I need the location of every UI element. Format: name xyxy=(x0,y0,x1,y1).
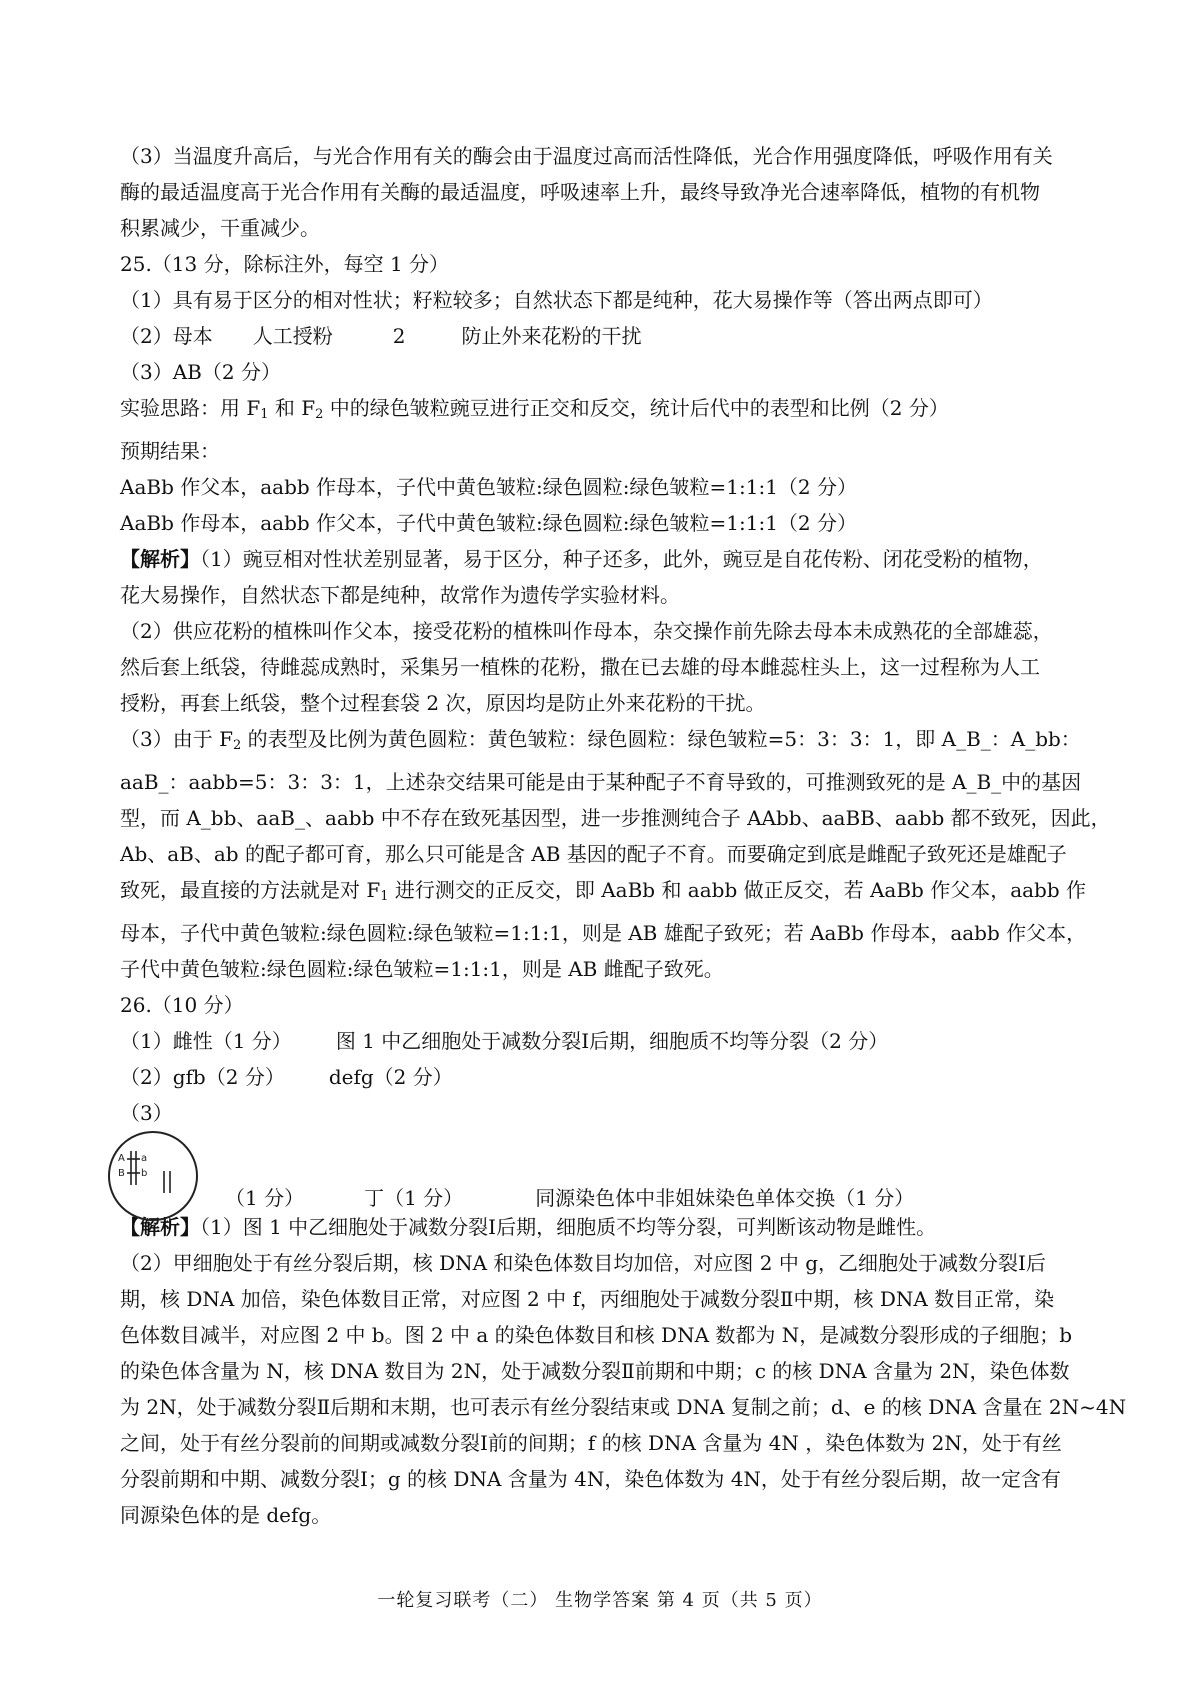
q25-explanation-2-line-1: （2）供应花粉的植株叫作父本，接受花粉的植株叫作母本，杂交操作前先除去母本未成熟花的全部雄蕊， xyxy=(120,619,1053,643)
q26-3-part-b: 丁（1 分） xyxy=(364,1186,464,1210)
q25-answer-3: （3）AB（2 分） xyxy=(120,360,281,384)
allele-label-a: a xyxy=(141,1153,148,1164)
allele-label-A: A xyxy=(118,1153,125,1164)
q25-explanation-1-line-1 xyxy=(120,541,1100,577)
q25-answer-2 xyxy=(120,318,1100,354)
chromosome-drawing xyxy=(110,1133,196,1219)
q25-explanation-1-line-2: 花大易操作，自然状态下都是纯种，故常作为遗传学实验材料。 xyxy=(120,583,680,607)
q25-header: 25.（13 分，除标注外，每空 1 分） xyxy=(120,252,450,276)
q26-1-part-a: （1）雌性（1 分） xyxy=(120,1029,292,1053)
q26-header: 26.（10 分） xyxy=(120,993,244,1017)
q26-explanation-2-line-5: 为 2N，处于减数分裂Ⅱ后期和末期，也可表示有丝分裂结束或 DNA 复制之前；d、e 的核 DNA 含量在 2N~4N xyxy=(120,1395,1127,1419)
q26-explanation-2-line-2: 期，核 DNA 加倍，染色体数目正常，对应图 2 中 f，丙细胞处于减数分裂Ⅱ中期，核 DNA 数目正常，染 xyxy=(120,1287,1055,1311)
allele-label-b: b xyxy=(141,1168,148,1179)
idea-text-mid: 和 F xyxy=(268,396,316,420)
q25-explanation-3-line-5 xyxy=(120,872,1100,915)
exp3-sub: 2 xyxy=(232,738,242,753)
q26-explanation-2-line-1: （2）甲细胞处于有丝分裂后期，核 DNA 和染色体数目均加倍，对应图 2 中 g，乙细胞处于减数分裂Ⅰ后 xyxy=(120,1251,1046,1275)
explanation-tag-26: 【解析】 xyxy=(120,1215,200,1239)
q25-result-1: AaBb 作父本，aabb 作母本，子代中黄色皱粒:绿色圆粒:绿色皱粒=1:1:1（2 分） xyxy=(120,475,858,499)
exp1-text: （1）豌豆相对性状差别显著，易于区分，种子还多，此外，豌豆是自花传粉、闭花受粉的植物， xyxy=(200,547,1043,571)
idea-sub-1: 1 xyxy=(260,407,269,422)
allele-label-B: B xyxy=(118,1168,125,1179)
q25-explanation-3-line-2: aaB_：aabb=5：3：3：1，上述杂交结果可能是由于某种配子不育导致的，可推测致死的是 A_B_中的基因 xyxy=(120,770,1082,794)
explanation-tag: 【解析】 xyxy=(120,547,200,571)
idea-text-post: 中的绿色皱粒豌豆进行正交和反交，统计后代中的表型和比例（2 分） xyxy=(323,396,949,420)
q26-explanation-2-line-6: 之间，处于有丝分裂前的间期或减数分裂Ⅰ前的间期；f 的核 DNA 含量为 4N ，染色体数为 2N，处于有丝 xyxy=(120,1431,1062,1455)
q26-3-part-c: 同源染色体中非姐妹染色单体交换（1 分） xyxy=(535,1186,915,1210)
exp3-l5-sub: 1 xyxy=(380,889,389,904)
q25-explanation-2-line-2: 然后套上纸袋，待雌蕊成熟时，采集另一植株的花粉，撒在已去雄的母本雌蕊柱头上，这一过程称为人工 xyxy=(120,655,1040,679)
q26-answer-3-label: （3） xyxy=(120,1101,173,1125)
q25-2-part-a: （2）母本 xyxy=(120,324,213,348)
idea-sub-2: 2 xyxy=(315,407,324,422)
q26-3-answers xyxy=(225,1183,914,1213)
q25-result-2: AaBb 作母本，aabb 作父本，子代中黄色皱粒:绿色圆粒:绿色皱粒=1:1:1（2 分） xyxy=(120,511,858,535)
q25-explanation-3-line-3: 型，而 A_bb、aaB_、aabb 中不存在致死基因型，进一步推测纯合子 AAbb、aaBB、aabb 都不致死，因此， xyxy=(120,806,1111,830)
q25-experiment-idea xyxy=(120,390,1100,433)
q25-2-part-b: 人工授粉 xyxy=(252,324,333,348)
q24-3-line-3: 积累减少，干重减少。 xyxy=(120,216,320,240)
q26-explanation-1 xyxy=(120,1209,1100,1245)
q25-2-part-d: 防止外来花粉的干扰 xyxy=(461,324,642,348)
q26-exp1-text: （1）图 1 中乙细胞处于减数分裂Ⅰ后期，细胞质不均等分裂，可判断该动物是雌性。 xyxy=(200,1215,937,1239)
exp3-pre: （3）由于 F xyxy=(120,727,233,751)
q25-result-label: 预期结果： xyxy=(120,439,220,463)
answer-page xyxy=(118,138,1127,1533)
exp3-l5-pre: 致死，最直接的方法就是对 F xyxy=(120,878,381,902)
q25-explanation-3-line-4: Ab、aB、ab 的配子都可育，那么只可能是含 AB 基因的配子不育。而要确定到底是雌配子致死还是雄配子 xyxy=(120,842,1067,866)
q26-answer-1 xyxy=(120,1023,1100,1059)
q26-3-part-a: （1 分） xyxy=(225,1186,305,1210)
q26-answer-2 xyxy=(120,1059,1100,1095)
q26-2-part-a: （2）gfb（2 分） xyxy=(120,1065,285,1089)
idea-text-pre: 实验思路：用 F xyxy=(120,396,261,420)
cell-diagram xyxy=(108,1131,198,1221)
q24-3-line-2: 酶的最适温度高于光合作用有关酶的最适温度，呼吸速率上升，最终导致净光合速率降低，植物的有机物 xyxy=(120,180,1040,204)
q25-explanation-2-line-3: 授粉，再套上纸袋，整个过程套袋 2 次，原因均是防止外来花粉的干扰。 xyxy=(120,691,766,715)
q25-explanation-3-line-6: 母本，子代中黄色皱粒:绿色圆粒:绿色皱粒=1:1:1，则是 AB 雄配子致死；若 AaBb 作母本，aabb 作父本， xyxy=(120,921,1087,945)
q26-2-part-b: defg（2 分） xyxy=(328,1065,453,1089)
q25-explanation-3-line-1 xyxy=(120,721,1100,764)
q26-answer-3-row xyxy=(120,1131,1100,1209)
q26-explanation-2-line-7: 分裂前期和中期、减数分裂Ⅰ；g 的核 DNA 含量为 4N，染色体数为 4N，处于有丝分裂后期，故一定含有 xyxy=(120,1467,1061,1491)
q26-explanation-2-line-3: 色体数目减半，对应图 2 中 b。图 2 中 a 的染色体数目和核 DNA 数都为 N，是减数分裂形成的子细胞；b xyxy=(120,1323,1073,1347)
exp3-l5-post: 进行测交的正反交，即 AaBb 和 aabb 做正反交，若 AaBb 作父本，aabb 作 xyxy=(388,878,1087,902)
q25-answer-1: （1）具有易于区分的相对性状；籽粒较多；自然状态下都是纯种，花大易操作等（答出两点即可） xyxy=(120,288,993,312)
q26-1-part-b: 图 1 中乙细胞处于减数分裂Ⅰ后期，细胞质不均等分裂（2 分） xyxy=(335,1029,889,1053)
q25-explanation-3-line-7: 子代中黄色皱粒:绿色圆粒:绿色皱粒=1:1:1，则是 AB 雌配子致死。 xyxy=(120,957,724,981)
q26-explanation-2-line-8: 同源染色体的是 defg。 xyxy=(120,1503,332,1527)
page-footer: 一轮复习联考（二） 生物学答案 第 4 页（共 5 页） xyxy=(377,1590,823,1611)
q26-explanation-2-line-4: 的染色体含量为 N，核 DNA 数目为 2N，处于减数分裂Ⅱ前期和中期；c 的核 DNA 含量为 2N，染色体数 xyxy=(120,1359,1070,1383)
exp3-post: 的表型及比例为黄色圆粒：黄色皱粒：绿色圆粒：绿色皱粒=5：3：3：1，即 A_B_：A_bb： xyxy=(241,727,1081,751)
q24-3-line-1: （3）当温度升高后，与光合作用有关的酶会由于温度过高而活性降低，光合作用强度降低，呼吸作用有关 xyxy=(120,144,1053,168)
q25-2-part-c: 2 xyxy=(392,324,406,348)
